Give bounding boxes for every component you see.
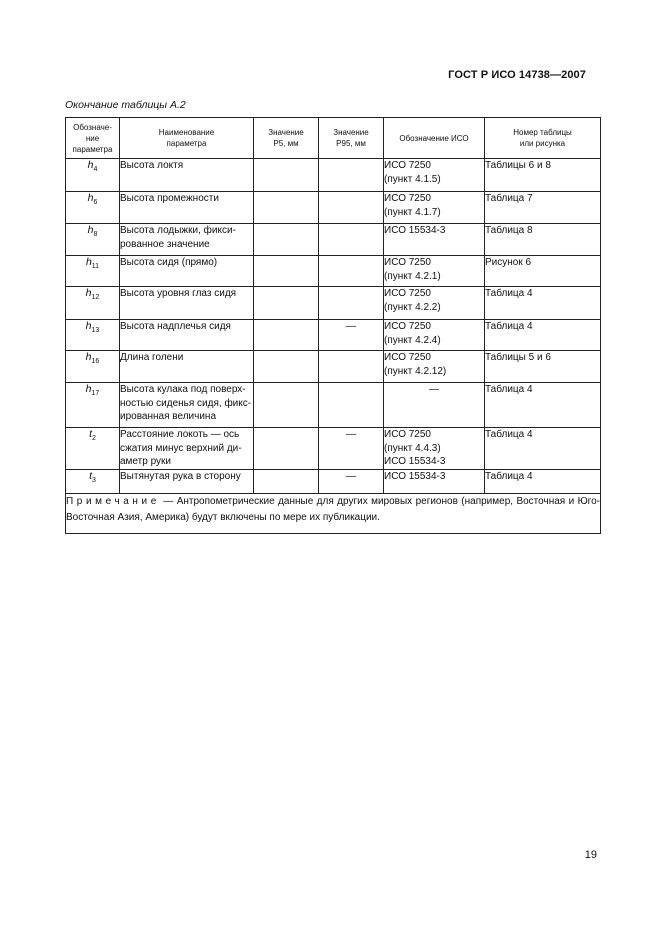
param-p5	[254, 428, 319, 470]
param-name: Расстояние локоть — ось сжатия минус верхний ди- аметр руки	[120, 428, 254, 470]
param-p95	[319, 256, 384, 287]
param-ref: Таблица 7	[485, 192, 601, 224]
param-p95	[319, 159, 384, 192]
param-p95	[319, 192, 384, 224]
param-p95: —	[319, 470, 384, 494]
table-row	[66, 192, 601, 224]
table-row	[66, 159, 601, 192]
note-row	[66, 494, 601, 534]
param-name: Высота уровня глаз сидя	[120, 287, 254, 320]
param-iso: ИСО 15534-3	[384, 224, 485, 256]
param-iso: ИСО 7250 (пункт 4.2.12)	[384, 351, 485, 383]
table-row	[66, 256, 601, 287]
param-p5	[254, 383, 319, 428]
param-p5	[254, 159, 319, 192]
param-name: Высота локтя	[120, 159, 254, 192]
col-header-symbol: Обозначе- ние параметра	[66, 118, 120, 159]
param-symbol: $h_{13}$	[66, 320, 120, 351]
param-iso: ИСО 15534-3	[384, 470, 485, 494]
table-note	[66, 494, 601, 534]
param-symbol: $h_{12}$	[66, 287, 120, 320]
param-p5	[254, 256, 319, 287]
param-p95	[319, 383, 384, 428]
param-ref: Таблица 4	[485, 428, 601, 470]
table-header-row	[66, 118, 601, 159]
table-caption: Окончание таблицы А.2	[65, 99, 186, 111]
param-p95	[319, 224, 384, 256]
param-name: Высота сидя (прямо)	[120, 256, 254, 287]
param-p95: —	[319, 428, 384, 470]
param-p95	[319, 287, 384, 320]
param-iso: —	[384, 383, 485, 428]
note-text: — Антропометрические данные для других мировых регионов (например, Восточная и Юго-Восточная Азия, Америка) будут включены по мере их публикации.	[66, 496, 601, 523]
col-header-ref: Номер таблицы или рисунка	[485, 118, 601, 159]
param-ref: Рисунок 6	[485, 256, 601, 287]
param-symbol: $h_{11}$	[66, 256, 120, 287]
param-symbol: $t_2$	[66, 428, 120, 470]
param-iso: ИСО 7250 (пункт 4.2.2)	[384, 287, 485, 320]
param-iso: ИСО 7250 (пункт 4.2.4)	[384, 320, 485, 351]
table-row	[66, 287, 601, 320]
table-row	[66, 351, 601, 383]
table-row	[66, 320, 601, 351]
param-ref: Таблицы 5 и 6	[485, 351, 601, 383]
param-iso: ИСО 7250 (пункт 4.2.1)	[384, 256, 485, 287]
param-p5	[254, 320, 319, 351]
param-name: Вытянутая рука в сторону	[120, 470, 254, 494]
param-p95	[319, 351, 384, 383]
param-ref: Таблица 4	[485, 470, 601, 494]
param-name: Высота лодыжки, фикси- рованное значение	[120, 224, 254, 256]
col-header-p5: Значение Р5, мм	[254, 118, 319, 159]
param-iso: ИСО 7250 (пункт 4.1.5)	[384, 159, 485, 192]
param-symbol: $h_4$	[66, 159, 120, 192]
param-name: Длина голени	[120, 351, 254, 383]
param-ref: Таблица 4	[485, 287, 601, 320]
col-header-iso: Обозначение ИСО	[384, 118, 485, 159]
param-iso: ИСО 7250 (пункт 4.4.3) ИСО 15534-3	[384, 428, 485, 470]
param-p5	[254, 351, 319, 383]
param-symbol: $h_8$	[66, 224, 120, 256]
param-name: Высота надплечья сидя	[120, 320, 254, 351]
param-symbol: $t_3$	[66, 470, 120, 494]
param-p5	[254, 287, 319, 320]
param-ref: Таблицы 6 и 8	[485, 159, 601, 192]
parameters-table	[65, 117, 601, 534]
param-p5	[254, 470, 319, 494]
param-p95: —	[319, 320, 384, 351]
note-label: Примечание	[66, 496, 160, 507]
param-ref: Таблица 4	[485, 320, 601, 351]
param-name: Высота кулака под поверх- ностью сиденья сидя, фикс- ированная величина	[120, 383, 254, 428]
param-p5	[254, 192, 319, 224]
param-symbol: $h_6$	[66, 192, 120, 224]
param-iso: ИСО 7250 (пункт 4.1.7)	[384, 192, 485, 224]
table-row	[66, 383, 601, 428]
table-row	[66, 224, 601, 256]
param-symbol: $h_{17}$	[66, 383, 120, 428]
document-code: ГОСТ Р ИСО 14738—2007	[448, 69, 586, 81]
col-header-name: Наименование параметра	[120, 118, 254, 159]
col-header-p95: Значение Р95, мм	[319, 118, 384, 159]
param-ref: Таблица 4	[485, 383, 601, 428]
param-symbol: $h_{16}$	[66, 351, 120, 383]
param-ref: Таблица 8	[485, 224, 601, 256]
table-row	[66, 470, 601, 494]
param-p5	[254, 224, 319, 256]
table-row	[66, 428, 601, 470]
page-number: 19	[584, 849, 597, 861]
param-name: Высота промежности	[120, 192, 254, 224]
